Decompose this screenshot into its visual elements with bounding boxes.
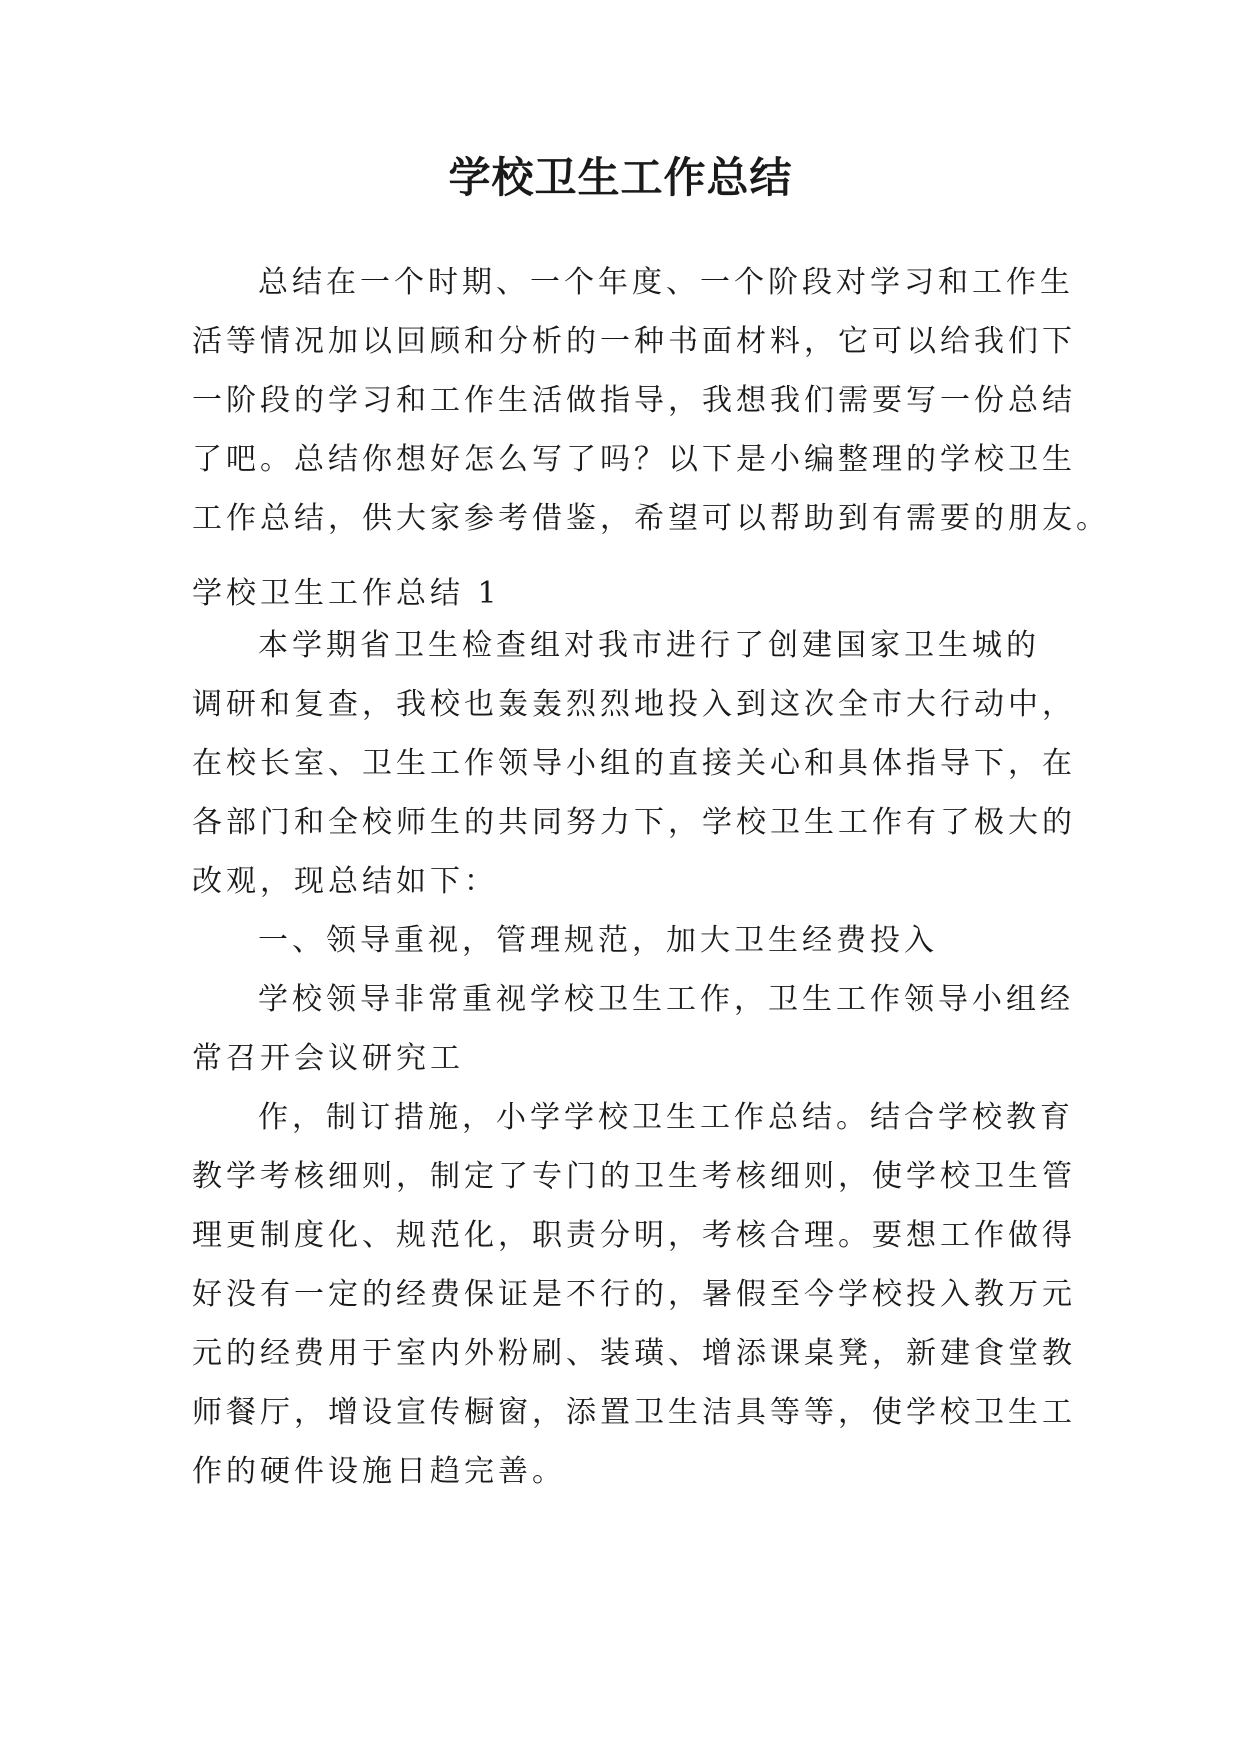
body-line: 好没有一定的经费保证是不行的，暑假至今学校投入教万元 — [192, 1277, 1076, 1312]
body-line: 改观，现总结如下： — [192, 864, 498, 899]
body-line: 师餐厅，增设宣传橱窗，添置卫生洁具等等，使学校卫生工 — [192, 1395, 1076, 1430]
document-title: 学校卫生工作总结 — [448, 153, 793, 202]
intro-line: 一阶段的学习和工作生活做指导，我想我们需要写一份总结 — [192, 383, 1076, 418]
section-heading: 学校卫生工作总结 1 — [192, 576, 501, 611]
body-subheading: 一、领导重视，管理规范，加大卫生经费投入 — [258, 923, 938, 958]
body-line: 调研和复查，我校也轰轰烈烈地投入到这次全市大行动中， — [192, 687, 1076, 722]
intro-line: 工作总结，供大家参考借鉴，希望可以帮助到有需要的朋友。 — [192, 501, 1110, 536]
intro-line: 活等情况加以回顾和分析的一种书面材料，它可以给我们下 — [192, 324, 1076, 359]
intro-line: 总结在一个时期、一个年度、一个阶段对学习和工作生 — [258, 265, 1074, 300]
body-line: 作，制订措施，小学学校卫生工作总结。结合学校教育 — [258, 1100, 1074, 1135]
body-paragraphs — [192, 616, 1076, 1501]
body-line: 学校领导非常重视学校卫生工作，卫生工作领导小组经 — [258, 982, 1074, 1017]
body-line: 在校长室、卫生工作领导小组的直接关心和具体指导下，在 — [192, 746, 1076, 781]
intro-paragraph — [192, 253, 1110, 548]
body-line: 常召开会议研究工 — [192, 1041, 464, 1076]
body-line: 本学期省卫生检查组对我市进行了创建国家卫生城的 — [258, 628, 1040, 663]
intro-line: 了吧。总结你想好怎么写了吗？以下是小编整理的学校卫生 — [192, 442, 1076, 477]
section-heading-block — [192, 564, 1062, 623]
body-line: 各部门和全校师生的共同努力下，学校卫生工作有了极大的 — [192, 805, 1076, 840]
body-line: 教学考核细则，制定了专门的卫生考核细则，使学校卫生管 — [192, 1159, 1076, 1194]
body-line: 作的硬件设施日趋完善。 — [192, 1454, 566, 1489]
body-line: 理更制度化、规范化，职责分明，考核合理。要想工作做得 — [192, 1218, 1076, 1253]
body-line: 元的经费用于室内外粉刷、装璜、增添课桌凳，新建食堂教 — [192, 1336, 1076, 1371]
